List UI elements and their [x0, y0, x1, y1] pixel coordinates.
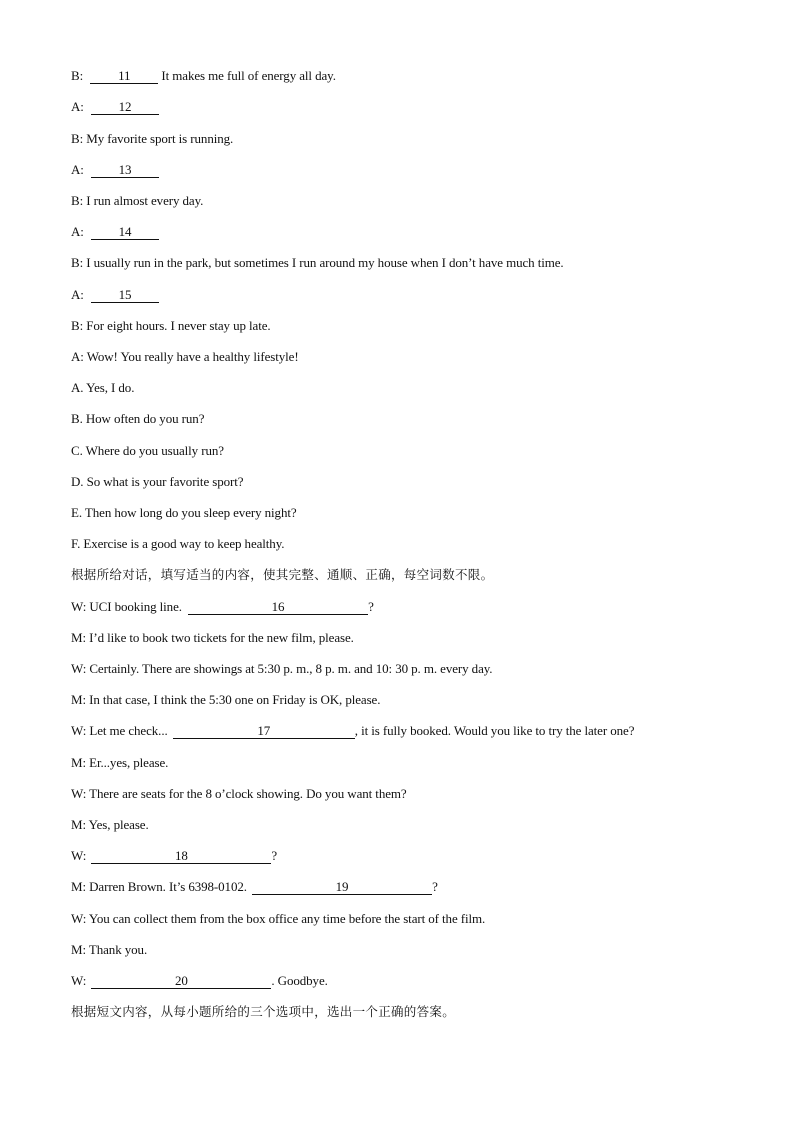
dialogue-text: Yes, please.	[85, 817, 149, 832]
dialogue-text: You can collect them from the box office any time before the start of the film.	[86, 911, 486, 926]
dialogue-text: There are seats for the 8 o’clock showing. Do you want them?	[86, 786, 407, 801]
speaker-label: M:	[71, 942, 86, 957]
dialogue-text: ?	[271, 848, 278, 863]
dialogue-text: In that case, I think the 5:30 one on Friday is OK, please.	[85, 692, 381, 707]
section-instruction: 根据所给对话，填写适当的内容，使其完整、通顺、正确，每空词数不限。	[71, 567, 494, 582]
dialogue-text: My favorite sport is running.	[83, 131, 234, 146]
dialogue-text: ?	[432, 879, 438, 894]
answer-blank[interactable]: 16	[188, 600, 368, 615]
dialogue-line	[71, 599, 374, 615]
dialogue-text: I usually run in the park, but sometimes I run around my house when I don’t have much time.	[83, 255, 564, 270]
dialogue-line	[71, 255, 564, 271]
speaker-label: W:	[71, 973, 87, 988]
dialogue-text: I’d like to book two tickets for the new film, please.	[85, 630, 354, 645]
dialogue-line	[71, 723, 634, 739]
dialogue-line	[71, 630, 354, 646]
speaker-label: A:	[71, 224, 84, 239]
dialogue-line	[71, 942, 147, 958]
answer-blank[interactable]: 15	[91, 288, 159, 303]
speaker-label: M:	[71, 630, 86, 645]
dialogue-line	[71, 162, 159, 178]
speaker-label: B:	[71, 68, 84, 83]
answer-blank[interactable]: 12	[91, 100, 159, 115]
speaker-label: W:	[71, 723, 87, 738]
dialogue-text: Thank you.	[85, 942, 148, 957]
speaker-label: B:	[71, 318, 84, 333]
dialogue-line	[71, 224, 159, 240]
dialogue-line	[71, 318, 271, 334]
speaker-label: M:	[71, 879, 86, 894]
option-item: B. How often do you run?	[71, 411, 205, 426]
dialogue-text: Certainly. There are showings at 5:30 p. m., 8 p. m. and 10: 30 p. m. every day.	[86, 661, 493, 676]
speaker-label: W:	[71, 599, 87, 614]
speaker-label: M:	[71, 755, 86, 770]
option-item: C. Where do you usually run?	[71, 443, 224, 458]
dialogue-line	[71, 879, 438, 895]
dialogue-line	[71, 131, 233, 147]
option-item: A. Yes, I do.	[71, 380, 135, 395]
dialogue-line	[71, 848, 277, 864]
answer-blank[interactable]: 11	[90, 69, 158, 84]
speaker-label: W:	[71, 911, 87, 926]
speaker-label: W:	[71, 848, 87, 863]
dialogue-line	[71, 755, 168, 771]
section-instruction: 根据短文内容，从每小题所给的三个选项中，选出一个正确的答案。	[71, 1004, 456, 1019]
option-item: F. Exercise is a good way to keep healthy.	[71, 536, 285, 551]
dialogue-text: . Goodbye.	[271, 973, 328, 988]
dialogue-text: ?	[368, 599, 374, 614]
dialogue-line	[71, 973, 328, 989]
speaker-label: M:	[71, 817, 86, 832]
speaker-label: B:	[71, 193, 84, 208]
speaker-label: A:	[71, 162, 84, 177]
dialogue-line	[71, 817, 149, 833]
dialogue-line	[71, 692, 380, 708]
speaker-label: B:	[71, 255, 84, 270]
option-item: D. So what is your favorite sport?	[71, 474, 244, 489]
answer-blank[interactable]: 14	[91, 225, 159, 240]
dialogue-text: Darren Brown. It’s 6398-0102.	[85, 879, 247, 894]
dialogue-line	[71, 193, 203, 209]
dialogue-line	[71, 287, 159, 303]
speaker-label: B:	[71, 131, 84, 146]
dialogue-text: Wow! You really have a healthy lifestyle!	[83, 349, 299, 364]
answer-blank[interactable]: 19	[252, 880, 432, 895]
answer-blank[interactable]: 13	[91, 163, 159, 178]
dialogue-text: Er...yes, please.	[85, 755, 169, 770]
dialogue-line	[71, 661, 492, 677]
dialogue-text: , it is fully booked. Would you like to try the later one?	[354, 723, 635, 738]
dialogue-text: I run almost every day.	[83, 193, 204, 208]
speaker-label: A:	[71, 99, 84, 114]
dialogue-text: For eight hours. I never stay up late.	[83, 318, 271, 333]
dialogue-text: Let me check...	[86, 723, 168, 738]
dialogue-line	[71, 68, 336, 84]
answer-blank[interactable]: 20	[91, 974, 271, 989]
answer-blank[interactable]: 17	[173, 724, 355, 739]
answer-blank[interactable]: 18	[91, 849, 271, 864]
dialogue-text: UCI booking line.	[86, 599, 182, 614]
dialogue-text: It makes me full of energy all day.	[158, 68, 336, 83]
speaker-label: M:	[71, 692, 86, 707]
speaker-label: A:	[71, 287, 84, 302]
dialogue-line	[71, 349, 299, 365]
speaker-label: A:	[71, 349, 84, 364]
dialogue-line	[71, 99, 159, 115]
speaker-label: W:	[71, 786, 87, 801]
speaker-label: W:	[71, 661, 87, 676]
dialogue-line	[71, 911, 485, 927]
option-item: E. Then how long do you sleep every night?	[71, 505, 297, 520]
dialogue-line	[71, 786, 407, 802]
